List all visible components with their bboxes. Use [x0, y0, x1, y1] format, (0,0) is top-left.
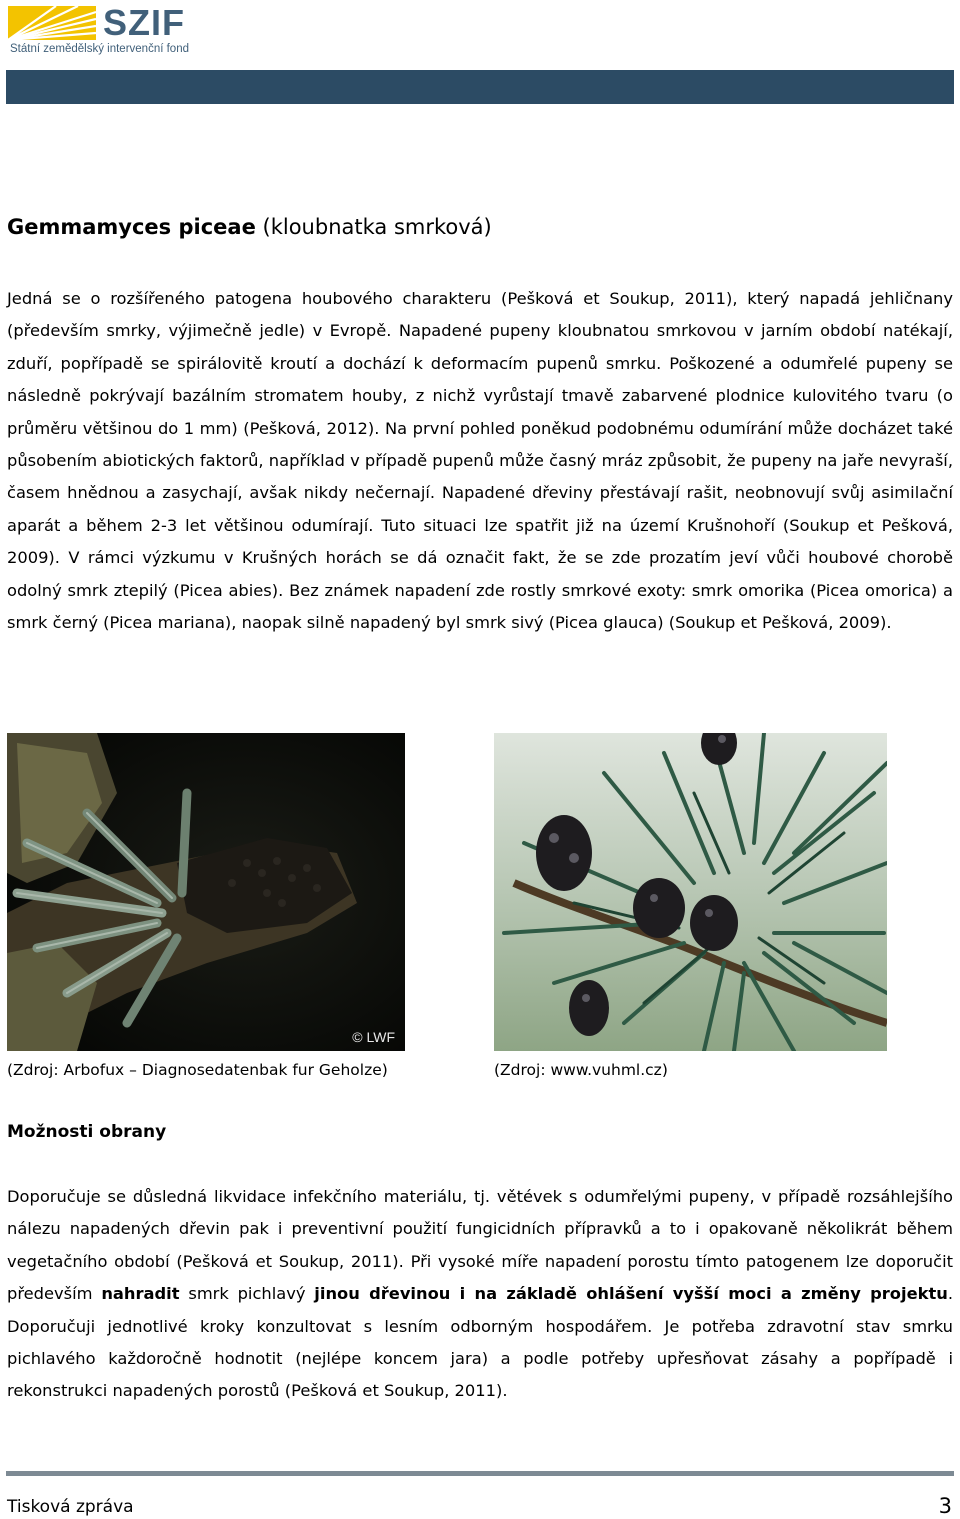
- section-heading: Možnosti obrany: [7, 1122, 167, 1142]
- defense-paragraph: [7, 1181, 953, 1408]
- header-bar: [6, 70, 954, 104]
- title-latin-name: Gemmamyces piceae: [7, 215, 256, 239]
- logo-name: SZIF: [103, 2, 185, 43]
- defense-text-2: smrk pichlavý: [179, 1284, 315, 1304]
- defense-bold-2: jinou dřevinou i na základě ohlášení vyšší moci a změny projektu: [314, 1284, 948, 1304]
- photo-infected-branch-dark: [7, 733, 405, 1051]
- spruce-buds-illustration: [494, 733, 887, 1051]
- defense-text-3: . Doporučuji jednotlivé kroky konzultovat s lesním odborným hospodářem. Je potřeba zdravotní stav smrku pichlavého každoročně hodnotit (nejlépe koncem jara) a podle potřeby upřesňovat zásahy a popřípadě i rekonstrukci napadených porostů (Pešková et Soukup, 2011).: [7, 1284, 954, 1401]
- photo-infected-buds-spruce: [494, 733, 887, 1051]
- intro-paragraph: Jedná se o rozšířeného patogena houbového charakteru (Pešková et Soukup, 2011), který napadá jehličnany (především smrky, výjimečně jedle) v Evropě. Napadené pupeny kloubnatou smrkovou v jarním období natékají, zduří, popřípadě se spirálovitě kroutí a dochází k deformacím pupenů smrku. Poškozené a odumřelé pupeny se následně pokrývají bazálním stromatem houby, z nichž vyrůstají tmavě zabarvené plodnice kulovitého tvaru (o průměru většinou do 1 mm) (Pešková, 2012). Na první pohled poněkud podobnému odumírání může docházet také působením abiotických faktorů, například v případě pupenů může časný mráz způsobit, že pupeny na jaře nevyraší, časem hnědnou a zasychají, avšak nikdy nečernají. Napadené dřeviny přestávají rašit, neobnovují svůj asimilační aparát a během 2-3 let většinou odumírají. Tuto situaci lze spatřit již na území Krušnohoří (Soukup et Pešková, 2009). V rámci výzkumu v Krušných horách se dá označit fakt, že se zde prozatím jeví vůči houbové chorobě odolný smrk ztepilý (Picea abies). Bez známek napadení zde rostly smrkové exoty: smrk omorika (Picea omorica) a smrk černý (Picea mariana), naopak silně napadený byl smrk sivý (Picea glauca) (Soukup et Pešková, 2009).: [7, 289, 953, 633]
- logo-subtitle: Státní zemědělský intervenční fond: [10, 43, 189, 55]
- photo-watermark: © LWF: [352, 1029, 395, 1045]
- infected-branch-illustration: [7, 733, 405, 1051]
- defense-bold-1: nahradit: [101, 1284, 180, 1304]
- footer-label: Tisková zpráva: [7, 1497, 134, 1517]
- photo-caption-2: (Zdroj: www.vuhml.cz): [494, 1061, 668, 1079]
- defense-text-1: Doporučuje se důsledná likvidace infekčního materiálu, tj. větévek s odumřelými pupeny, v případě rozsáhlejšího nálezu napadených dřevin pak i preventivní použití fungicidních přípravků a to i opakovaně několikrát během vegetačního období (Pešková et Soukup, 2011). Při vysoké míře napadení porostu tímto patogenem lze doporučit především: [7, 1187, 953, 1304]
- title-common-name: (kloubnatka smrková): [262, 215, 492, 239]
- page-title: [7, 215, 492, 239]
- footer-divider: [6, 1471, 954, 1476]
- photo-caption-1: (Zdroj: Arbofux – Diagnosedatenbak fur Geholze): [7, 1061, 388, 1079]
- szif-logo: [8, 2, 208, 56]
- page-number: 3: [938, 1494, 952, 1518]
- sunrise-logo-icon: [8, 6, 96, 40]
